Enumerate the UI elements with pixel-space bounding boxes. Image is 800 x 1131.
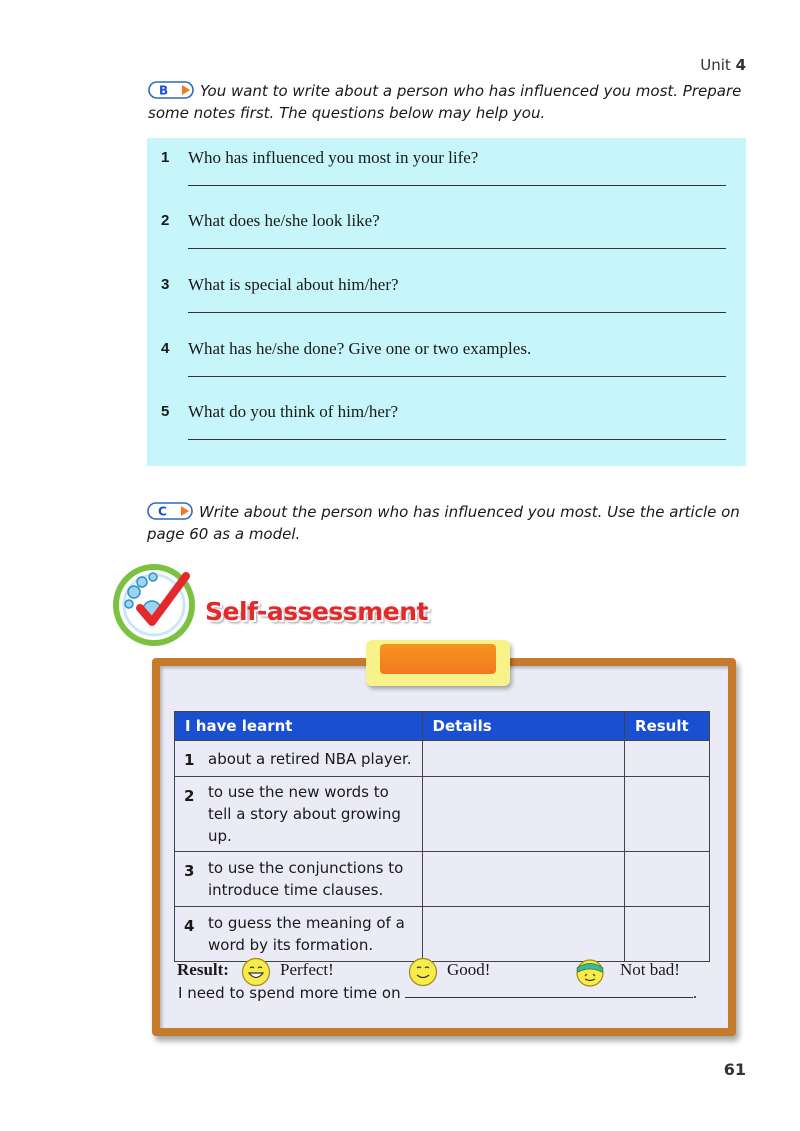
answer-line[interactable] <box>188 439 726 440</box>
result-label: Result: <box>177 960 229 979</box>
table-row: 2 to use the new words to tell a story about growing up. <box>175 777 710 852</box>
details-cell[interactable] <box>422 907 624 962</box>
task-b-instruction <box>148 80 748 124</box>
need-text: I need to spend more time on <box>178 984 401 1002</box>
svg-text:B: B <box>159 83 169 98</box>
need-blank-field[interactable] <box>405 983 693 998</box>
questions-box: 1 Who has influenced you most in your life? 2 What does he/she look like? 3 What is special about him/her? 4 What has he/she done? Give one or two examples. 5 What do you think of him/her? <box>147 138 746 466</box>
board-clip <box>366 640 510 686</box>
self-assessment-table <box>174 711 710 962</box>
svg-text:C: C <box>158 504 167 519</box>
rating-not-bad: Not bad! <box>620 960 680 979</box>
result-cell[interactable] <box>625 907 710 962</box>
row-text: about a retired NBA player. <box>208 749 412 768</box>
rating-good: Good! <box>447 960 491 979</box>
rating-perfect: Perfect! <box>280 960 334 979</box>
task-b-text: You want to write about a person who has influenced you most. Prepare some notes first. The questions below may help you. <box>148 82 742 122</box>
details-cell[interactable] <box>422 777 624 852</box>
unit-label: Unit 4 <box>700 56 746 74</box>
details-cell[interactable] <box>422 852 624 907</box>
task-c-instruction <box>147 501 747 545</box>
table-row: 1 about a retired NBA player. <box>175 741 710 777</box>
table-row: 3 to use the conjunctions to introduce time clauses. <box>175 852 710 907</box>
question-text: What is special about him/her? <box>188 275 399 294</box>
table-row: 4 to guess the meaning of a word by its formation. <box>175 907 710 962</box>
result-cell[interactable] <box>625 777 710 852</box>
task-c-text: Write about the person who has influenced you most. Use the article on page 60 as a model. <box>147 503 740 543</box>
need-more-time-line: I need to spend more time on . <box>178 984 698 1002</box>
self-assessment-check-icon <box>112 562 198 648</box>
row-text: to use the conjunctions to introduce time clauses. <box>208 859 404 899</box>
self-assessment-title: Self-assessment <box>205 597 428 626</box>
details-cell[interactable] <box>422 741 624 777</box>
result-cell[interactable] <box>625 852 710 907</box>
question-text: What has he/she done? Give one or two examples. <box>188 339 532 358</box>
result-cell[interactable] <box>625 741 710 777</box>
answer-line[interactable] <box>188 185 726 186</box>
task-c-badge-icon <box>147 502 193 520</box>
question-text: Who has influenced you most in your life? <box>188 148 479 167</box>
question-text: What does he/she look like? <box>188 211 380 230</box>
task-b-badge-icon <box>148 81 194 99</box>
row-text: to use the new words to tell a story about growing up. <box>208 783 401 845</box>
answer-line[interactable] <box>188 248 726 249</box>
answer-line[interactable] <box>188 312 726 313</box>
header-i-have-learnt: I have learnt <box>175 712 423 741</box>
header-result: Result <box>625 712 710 741</box>
page-number: 61 <box>723 1060 746 1079</box>
question-text: What do you think of him/her? <box>188 402 399 421</box>
header-details: Details <box>422 712 624 741</box>
answer-line[interactable] <box>188 376 726 377</box>
row-text: to guess the meaning of a word by its formation. <box>208 914 405 954</box>
